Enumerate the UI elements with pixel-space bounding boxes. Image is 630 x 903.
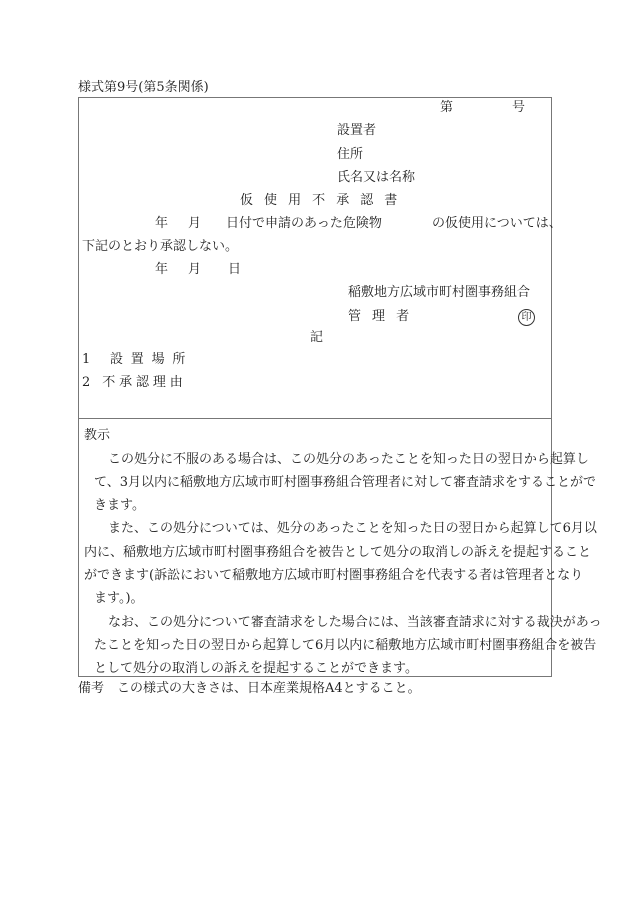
notice-line: なお、この処分について審査請求をした場合には、当該審査請求に対する裁決があっ [108,615,602,630]
document-title: 仮使用不承認書 [240,193,409,208]
statement-end: の仮使用については、 [432,216,562,231]
notice-line: ます。)。 [94,591,144,606]
address-label: 住所 [337,147,364,162]
doc-no-prefix: 第 [440,100,454,115]
issuer-role: 管理者 [348,309,421,324]
item-reason: 2 不承認理由 [82,375,187,390]
issuer-org: 稲敷地方広域市町村圏事務組合 [348,285,531,300]
notice-line: たことを知った日の翌日から起算して6月以内に稲敷地方広域市町村圏事務組合を被告 [94,638,597,653]
statement-mid: 日付で申請のあった危険物 [226,216,382,231]
doc-no-suffix: 号 [512,100,526,115]
seal-mark: 印 [518,309,535,326]
date-day: 日 [228,262,242,277]
notice-line: 内に、稲敷地方広域市町村圏事務組合を被告として処分の取消しの訴えを提起すること [84,545,592,560]
statement-line2: 下記のとおり承認しない。 [82,239,239,254]
item-location: 1 設置場所 [82,352,194,367]
ki-label: 記 [310,330,324,345]
form-number: 様式第9号(第5条関係) [78,80,209,95]
section-divider [78,418,552,419]
statement-month: 月 [188,216,202,231]
date-year: 年 [155,262,169,277]
notice-line: て、3月以内に稲敷地方広域市町村圏事務組合管理者に対して審査請求をすることがで [94,475,597,490]
notice-line: また、この処分については、処分のあったことを知った日の翌日から起算して6月以 [108,521,597,536]
notice-line: ができます(訴訟において稲敷地方広域市町村圏事務組合を代表する者は管理者となり [84,568,584,583]
notice-line: として処分の取消しの訴えを提起することができます。 [94,661,418,676]
notice-line: きます。 [94,498,145,513]
notice-line: この処分に不服のある場合は、この処分のあったことを知った日の翌日から起算し [108,452,589,467]
notice-heading: 教示 [84,428,111,443]
name-label: 氏名又は名称 [337,170,416,185]
date-month: 月 [188,262,202,277]
installer-label: 設置者 [337,123,377,138]
statement-year: 年 [155,216,169,231]
remark: 備考 この様式の大きさは、日本産業規格A4とすること。 [78,681,421,696]
